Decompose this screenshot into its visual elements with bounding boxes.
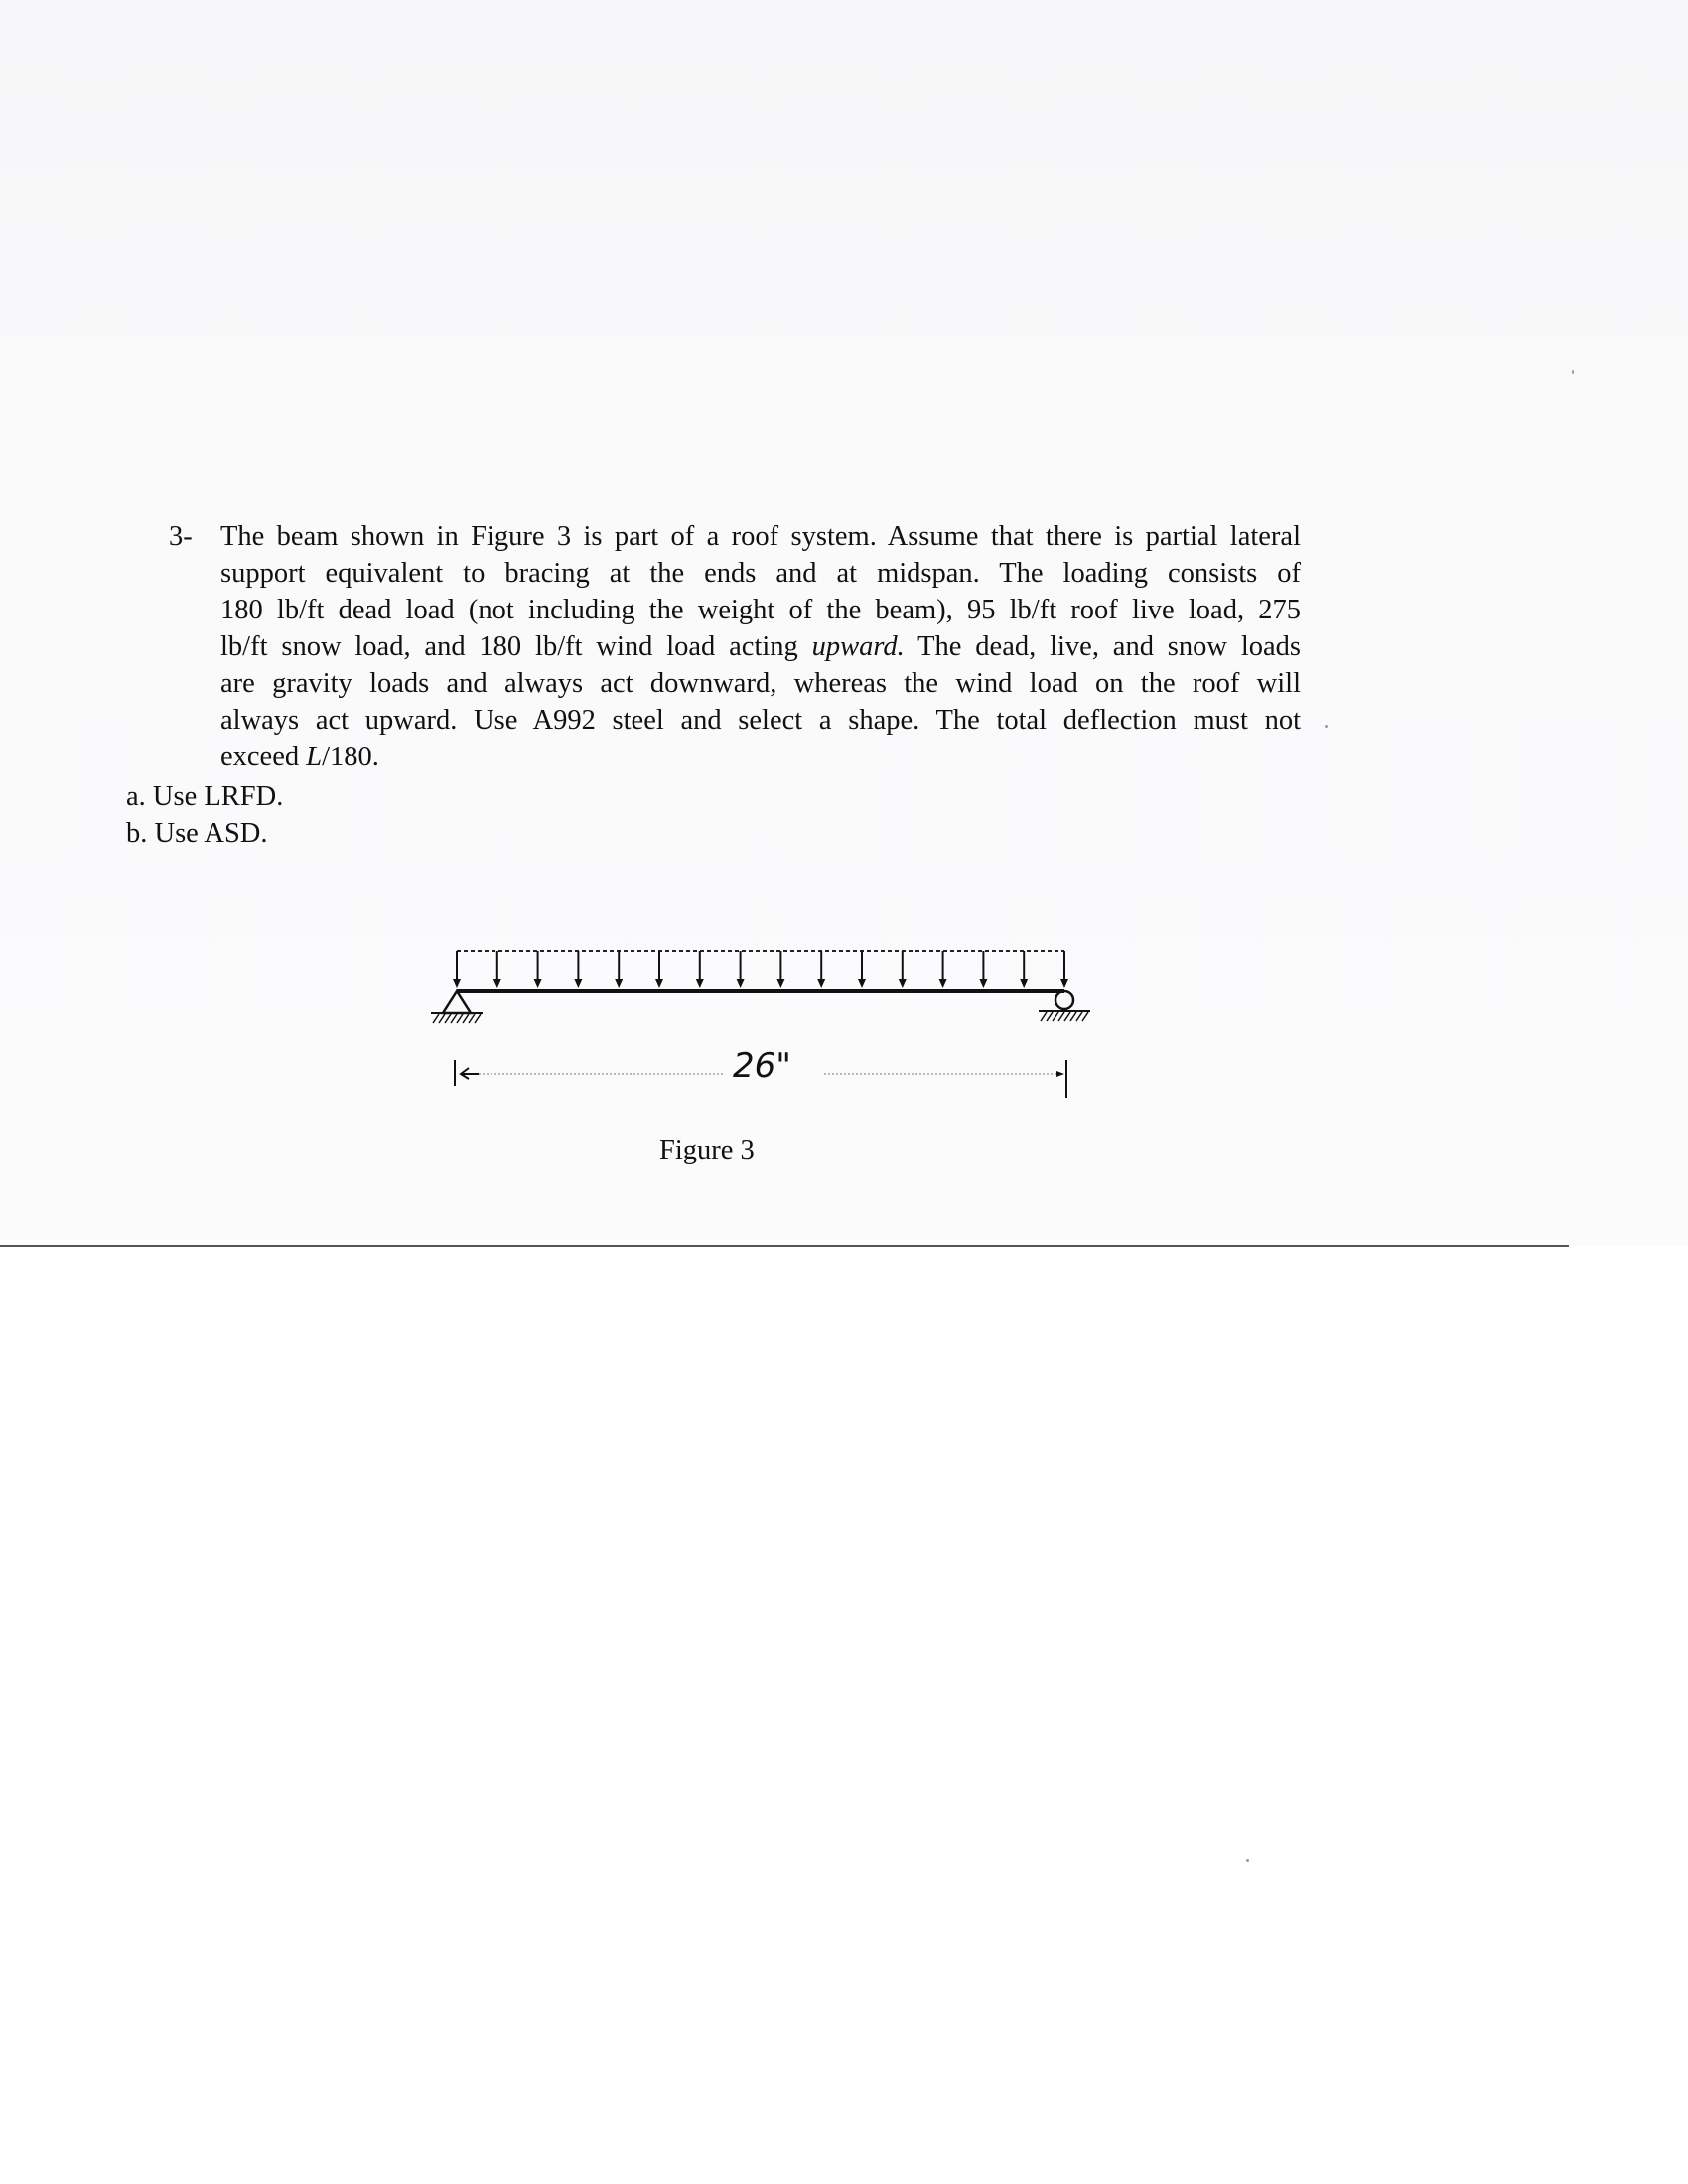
distributed-load-arrows [453,951,1068,988]
load-arrowhead [776,979,784,988]
span-length-symbol: L [306,742,323,772]
roller-support [1039,991,1090,1021]
roller-wheel [1055,991,1073,1009]
problem-parts [126,778,283,852]
scan-speck [1572,370,1574,374]
load-arrowhead [655,979,663,988]
problem-text [220,518,1301,775]
problem-upward-emphasis: upward. [811,631,905,662]
problem-line-4 [220,628,1301,665]
load-arrowhead [696,979,704,988]
roller-support-hatch [1041,1012,1088,1021]
load-arrowhead [858,979,866,988]
load-arrowhead [899,979,907,988]
load-arrowhead [939,979,947,988]
problem-line-5: are gravity loads and always act downward, whereas the wind load on the roof will [220,668,1301,699]
pin-support [431,991,483,1023]
load-arrowhead [574,979,582,988]
part-b: b. Use ASD. [126,818,268,849]
problem-line-7-start: exceed [220,742,307,772]
problem-line-7 [220,739,1301,775]
problem-line-4-start: lb/ft snow load, and 180 lb/ft wind load acting [220,631,812,662]
pin-support-hatch [433,1014,481,1023]
load-arrowhead [817,979,825,988]
deflection-limit: /180. [322,742,379,772]
load-arrowhead [737,979,745,988]
problem-line-1: The beam shown in Figure 3 is part of a roof system. Assume that there is partial lateral [220,521,1301,552]
load-arrowhead [1060,979,1068,988]
problem-line-2: support equivalent to bracing at the ends and at midspan. The loading consists of [220,558,1301,589]
load-arrowhead [1020,979,1028,988]
load-arrowhead [534,979,542,988]
problem-line-4-end: The dead, live, and snow loads [904,631,1301,662]
load-arrowhead [615,979,623,988]
problem-statement [169,518,1301,775]
span-label: 26" [733,1046,791,1086]
load-arrowhead [979,979,987,988]
dimension-right-arrowhead [1056,1071,1064,1077]
sheet-edge-line [0,1245,1569,1247]
load-arrowhead [453,979,461,988]
pin-support-triangle [443,991,471,1013]
scan-speck [1325,725,1328,728]
part-a: a. Use LRFD. [126,781,284,812]
scan-speck [1246,1859,1249,1862]
problem-line-6: always act upward. Use A992 steel and select a shape. The total deflection must not [220,705,1301,736]
figure-caption: Figure 3 [659,1135,755,1165]
load-arrowhead [493,979,501,988]
problem-number: 3- [169,521,193,552]
problem-line-3: 180 lb/ft dead load (not including the weight of the beam), 95 lb/ft roof live load, 275 [220,595,1301,625]
